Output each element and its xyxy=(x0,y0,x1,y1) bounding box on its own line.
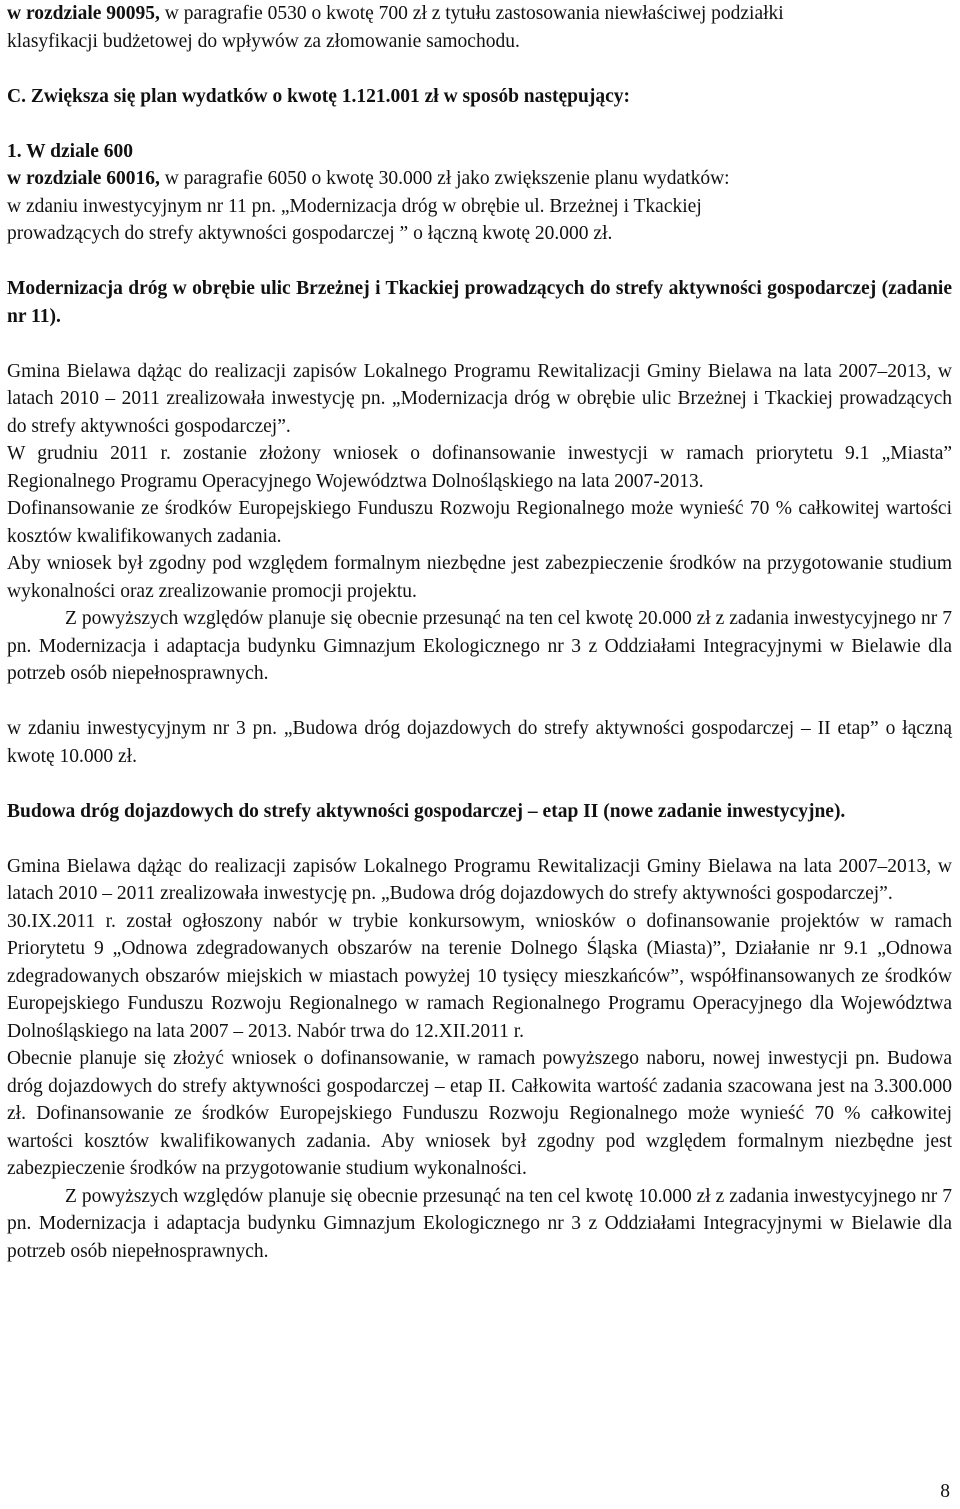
top-line-1-bold: w rozdziale 90095, xyxy=(7,3,160,24)
section-c-heading: C. Zwiększa się plan wydatków o kwotę 1.121.001 zł w sposób następujący: xyxy=(7,85,630,107)
spacer xyxy=(7,688,952,716)
top-line-1-rest: w paragrafie 0530 o kwotę 700 zł z tytułu zastosowania niewłaściwej podziałki xyxy=(159,3,784,24)
project-1-para-5: Z powyższych względów planuje się obecnie przesunąć na ten cel kwotę 20.000 zł z zadania inwestycyjnego nr 7 pn. Modernizacja i adaptacja budynku Gimnazjum Ekologicznego nr 3 z Oddziałami Integracyjnymi w Bielawie dla potrzeb osób niepełnosprawnych. xyxy=(7,608,952,684)
project-1-para-3: Dofinansowanie ze środków Europejskiego Funduszu Rozwoju Regionalnego może wynieść 70 % całkowitej wartości kosztów kwalifikowanych zadania. xyxy=(7,498,952,547)
project-2-title: Budowa dróg dojazdowych do strefy aktywności gospodarczej – etap II (nowe zadanie inwestycyjne). xyxy=(7,800,846,822)
item-1-line-2: w zdaniu inwestycyjnym nr 11 pn. „Modernizacja dróg w obrębie ul. Brzeżnej i Tkackiej xyxy=(7,195,702,217)
project-2-para-4: Z powyższych względów planuje się obecnie przesunąć na ten cel kwotę 10.000 zł z zadania inwestycyjnego nr 7 pn. Modernizacja i adaptacja budynku Gimnazjum Ekologicznego nr 3 z Oddziałami Integracyjnymi w Bielawie dla potrzeb osób niepełnosprawnych. xyxy=(7,1185,952,1262)
spacer xyxy=(7,248,952,276)
page-number: 8 xyxy=(940,1481,950,1502)
item-1-line-1-bold: w rozdziale 60016, xyxy=(7,168,160,189)
project-1-para-2: W grudniu 2011 r. zostanie złożony wniosek o dofinansowanie inwestycji w ramach priorytetu 9.1 „Miasta” Regionalnego Programu Operacyjnego Województwa Dolnośląskiego na lata 2007-2013. xyxy=(7,443,952,492)
project-1-para-4: Aby wniosek był zgodny pod względem formalnym niezbędne jest zabezpieczenie środków na przygotowanie studium wykonalności oraz zrealizowanie promocji projektu. xyxy=(7,553,952,602)
spacer xyxy=(7,770,952,798)
document-page xyxy=(7,0,952,1265)
item-1-heading: 1. W dziale 600 xyxy=(7,140,134,162)
spacer xyxy=(7,110,952,138)
project-2-para-2: 30.IX.2011 r. został ogłoszony nabór w trybie konkursowym, wniosków o dofinansowanie projektów w ramach Priorytetu 9 „Odnowa zdegradowanych obszarów na terenie Dolnego Śląska (Miasta)”, Działanie nr 9.1 „Odnowa zdegradowanych obszarów miejskich w miastach powyżej 10 tysięcy mieszkańców”, współfinansowanych ze środków Europejskiego Funduszu Rozwoju Regionalnego w ramach Regionalnego Programu Operacyjnego dla Województwa Dolnośląskiego na lata 2007 – 2013. Nabór trwa do 12.XII.2011 r. xyxy=(7,910,952,1042)
spacer xyxy=(7,55,952,83)
project-1-para-1: Gmina Bielawa dążąc do realizacji zapisów Lokalnego Programu Rewitalizacji Gminy Bielawa na lata 2007–2013, w latach 2010 – 2011 zrealizowała inwestycję pn. „Modernizacja dróg w obrębie ulic Brzeżnej i Tkackiej prowadzących do strefy aktywności gospodarczej”. xyxy=(7,360,952,437)
project-2-para-3: Obecnie planuje się złożyć wniosek o dofinansowanie, w ramach powyższego naboru, nowej inwestycji pn. Budowa dróg dojazdowych do strefy aktywności gospodarczej – etap II. Całkowita wartość zadania szacowana jest na 3.300.000 zł. Dofinansowanie ze środków Europejskiego Funduszu Rozwoju Regionalnego może wynieść 70 % całkowitej wartości kosztów kwalifikowanych zadania. Aby wniosek był zgodny pod względem formalnym niezbędne jest zabezpieczenie środków na przygotowanie studium wykonalności. xyxy=(7,1048,952,1179)
spacer xyxy=(7,825,952,853)
item-1-line-1 xyxy=(7,165,952,193)
item-3-text: w zdaniu inwestycyjnym nr 3 pn. „Budowa dróg dojazdowych do strefy aktywności gospodarczej – II etap” o łączną kwotę 10.000 zł. xyxy=(7,718,952,767)
top-line-2: klasyfikacji budżetowej do wpływów za złomowanie samochodu. xyxy=(7,30,520,52)
project-2-para-1: Gmina Bielawa dążąc do realizacji zapisów Lokalnego Programu Rewitalizacji Gminy Bielawa na lata 2007–2013, w latach 2010 – 2011 zrealizowała inwestycję pn. „Budowa dróg dojazdowych do strefy aktywności gospodarczej”. xyxy=(7,855,952,904)
top-line-1 xyxy=(7,0,952,28)
project-1-title: Modernizacja dróg w obrębie ulic Brzeżnej i Tkackiej prowadzących do strefy aktywności gospodarczej (zadanie nr 11). xyxy=(7,278,952,327)
item-1-line-3: prowadzących do strefy aktywności gospodarczej ” o łączną kwotę 20.000 zł. xyxy=(7,223,613,244)
spacer xyxy=(7,330,952,358)
item-1-line-1-rest: w paragrafie 6050 o kwotę 30.000 zł jako zwiększenie planu wydatków: xyxy=(159,168,730,189)
